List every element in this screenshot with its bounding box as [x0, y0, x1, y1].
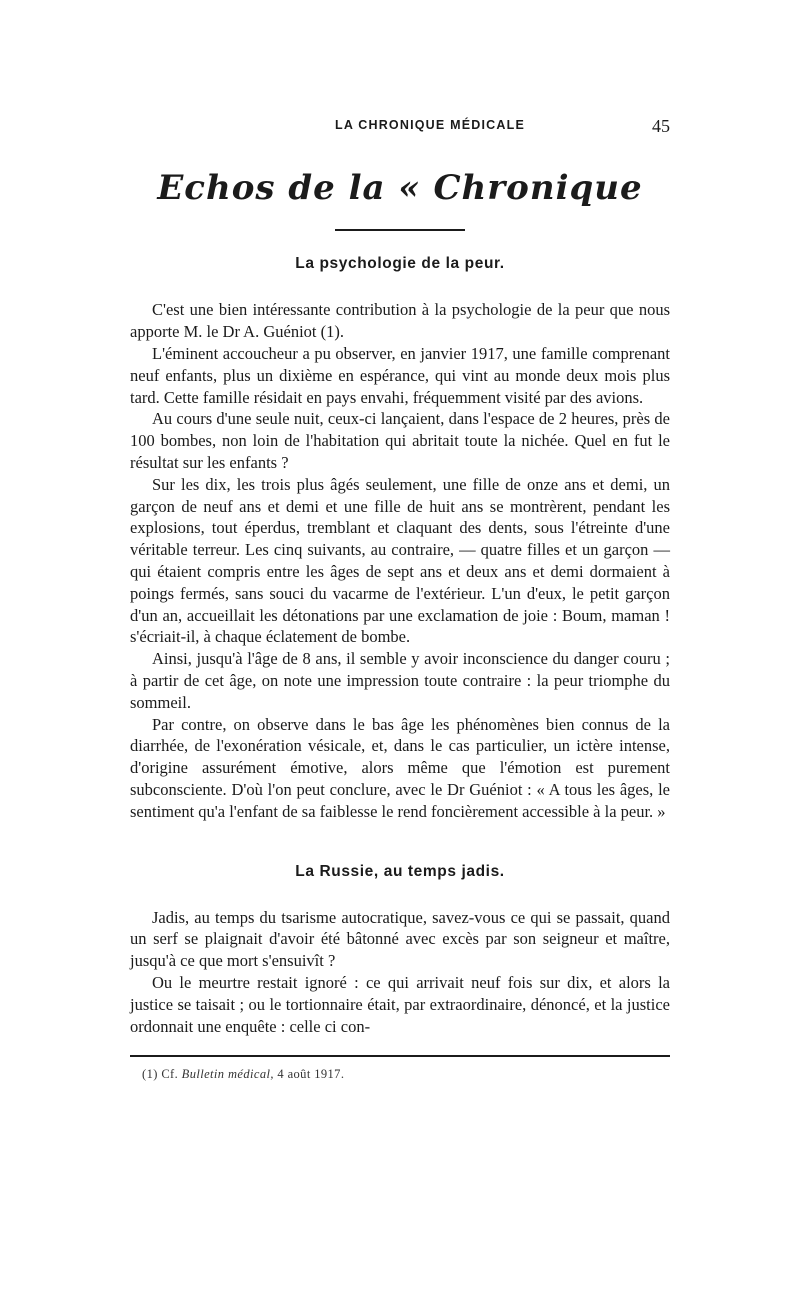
footnote-journal: Bulletin médical,: [181, 1066, 274, 1081]
paragraph: Ou le meurtre restait ignoré : ce qui arrivait neuf fois sur dix, et alors la justice se taisait ; ou le tortionnaire était, par extraordinaire, dénoncé, et la justice ordonnait une enquête : celle ci con-: [130, 972, 670, 1036]
article-title: La psychologie de la peur.: [295, 255, 505, 273]
footnote-prefix: Cf.: [161, 1066, 179, 1081]
article-title: La Russie, au temps jadis.: [295, 862, 505, 880]
page-number: 45: [652, 116, 670, 136]
paragraph: Jadis, au temps du tsarisme autocratique, savez-vous ce qui se passait, quand un serf se plaignait d'avoir été bâtonné avec excès par son seigneur et maître, jusqu'à ce que mort s'ensuivît ?: [130, 907, 670, 971]
document-page: [130, 118, 670, 1082]
paragraph: Au cours d'une seule nuit, ceux-ci lançaient, dans l'espace de 2 heures, près de 100 bombes, non loin de l'habitation qui abritait toute la nichée. Quel en fut le résultat sur les enfants ?: [130, 409, 670, 472]
footnote-date: 4 août 1917.: [277, 1066, 345, 1081]
footnote-rule: [130, 1055, 670, 1057]
paragraph: Sur les dix, les trois plus âgés seulement, une fille de onze ans et demi, un garçon de neuf ans et demi et une fille de huit ans se montrèrent, pendant les explosions, tout éperdus, tremblant et claquant des dents, sous l'étreinte d'une véritable terreur. Les cinq suivants, au contraire, — quatre filles et un garçon — qui étaient compris entre les âges de sept ans et deux ans et demi dormaient à poings fermés, sans souci du vacarme de l'extérieur. L'un d'eux, le petit garçon d'un an, accueillait les détonations par une exclamation de joie : Boum, maman ! s'écriait-il, à chaque éclatement de bombe.: [130, 474, 670, 647]
section-title: Echos de la « Chronique: [157, 168, 643, 208]
article-body: [130, 907, 670, 1038]
paragraph: Par contre, on observe dans le bas âge les phénomènes bien connus de la diarrhée, de l'exonération vésicale, et, dans le cas particulier, un ictère intense, d'origine assurément émotive, alors même que l'émotion est purement subconsciente. D'où l'on peut conclure, avec le Dr Guéniot : « A tous les âges, le sentiment qu'a l'enfant de sa faiblesse le rend foncièrement accessible à la peur. »: [130, 714, 670, 821]
paragraph: Ainsi, jusqu'à l'âge de 8 ans, il semble y avoir inconscience du danger couru ; à partir de cet âge, on note une impression toute contraire : la peur triomphe du sommeil.: [130, 649, 670, 712]
paragraph: C'est une bien intéressante contribution à la psychologie de la peur que nous apporte M. le Dr A. Guéniot (1).: [130, 300, 670, 342]
title-rule: [335, 229, 465, 231]
running-head-title: LA CHRONIQUE MÉDICALE: [334, 118, 525, 132]
article-body: [130, 299, 670, 822]
footnote-marker: (1): [142, 1066, 158, 1081]
running-head: [130, 118, 670, 148]
footnote: [130, 1067, 670, 1082]
paragraph: L'éminent accoucheur a pu observer, en janvier 1917, une famille comprenant neuf enfants, plus un dixième en espérance, qui vint au monde deux mois plus tard. Cette famille résidait en pays envahi, fréquemment visité par des avions.: [130, 343, 670, 407]
